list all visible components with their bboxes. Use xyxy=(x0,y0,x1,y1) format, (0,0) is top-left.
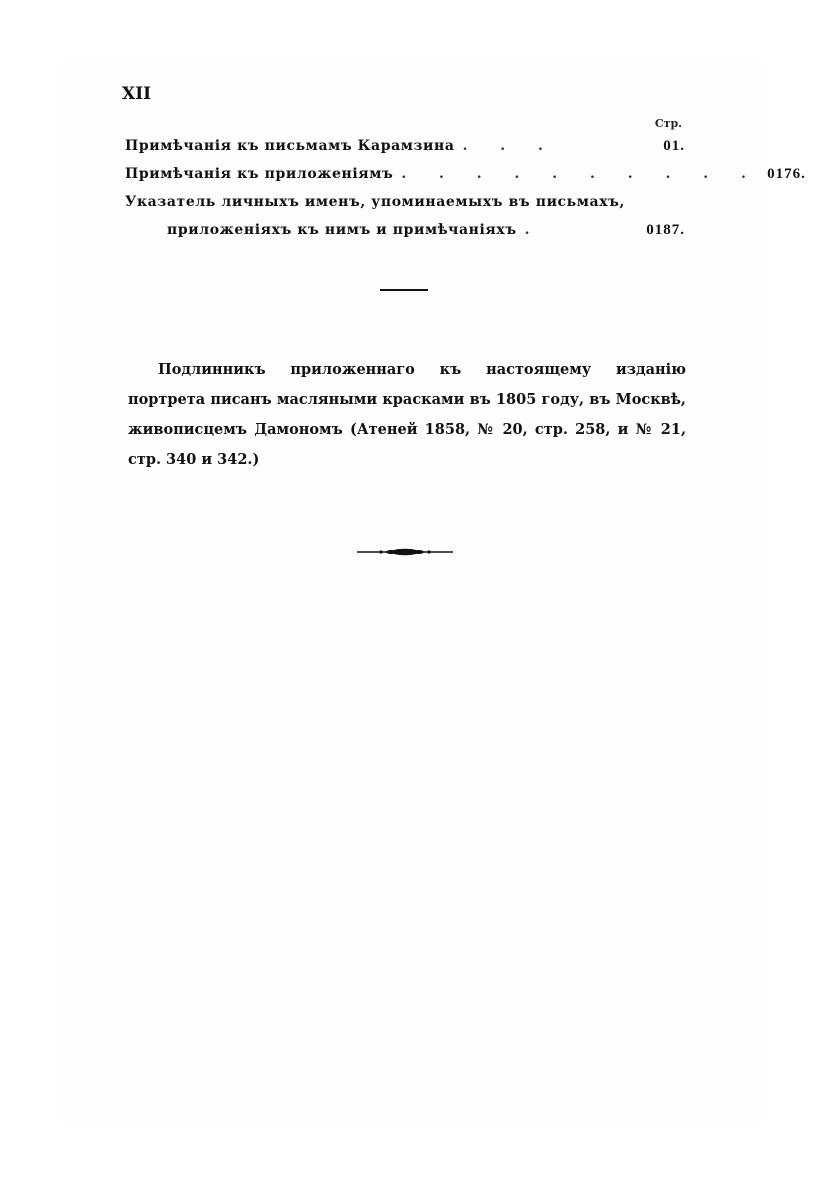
table-of-contents xyxy=(125,132,806,244)
toc-entry xyxy=(125,160,806,188)
portrait-note: Подлинникъ приложеннаго къ настоящему изданію портрета писанъ масляными красками въ 1805 году, въ Москвѣ, живописцемъ Дамономъ (Атеней 1858, № 20, стр. 258, и № 21, стр. 340 и 342.) xyxy=(128,360,686,468)
end-ornament-icon xyxy=(357,546,453,558)
toc-entry-continuation xyxy=(125,216,685,244)
section-divider xyxy=(380,289,428,291)
toc-entry-title: Примѣчанія къ письмамъ Карамзина xyxy=(125,138,455,154)
toc-entry-page: 0176. xyxy=(767,166,806,182)
page-number: XII xyxy=(122,84,152,104)
toc-entry-title: Примѣчанія къ приложеніямъ xyxy=(125,166,394,182)
toc-entry-leader: . xyxy=(524,222,544,238)
page-column-header: Стр. xyxy=(654,117,682,130)
toc-entry-leader: . . . . . . . . . . xyxy=(401,166,760,182)
toc-entry xyxy=(125,188,685,216)
toc-entry-title: приложеніяхъ къ нимъ и примѣчаніяхъ xyxy=(167,222,517,238)
toc-entry xyxy=(125,132,685,160)
toc-entry-title: Указатель личныхъ именъ, упоминаемыхъ въ письмахъ, xyxy=(125,194,625,210)
toc-entry-leader: . . . xyxy=(462,138,557,154)
toc-entry-page: 0187. xyxy=(646,222,685,238)
toc-entry-page: 01. xyxy=(663,138,685,154)
